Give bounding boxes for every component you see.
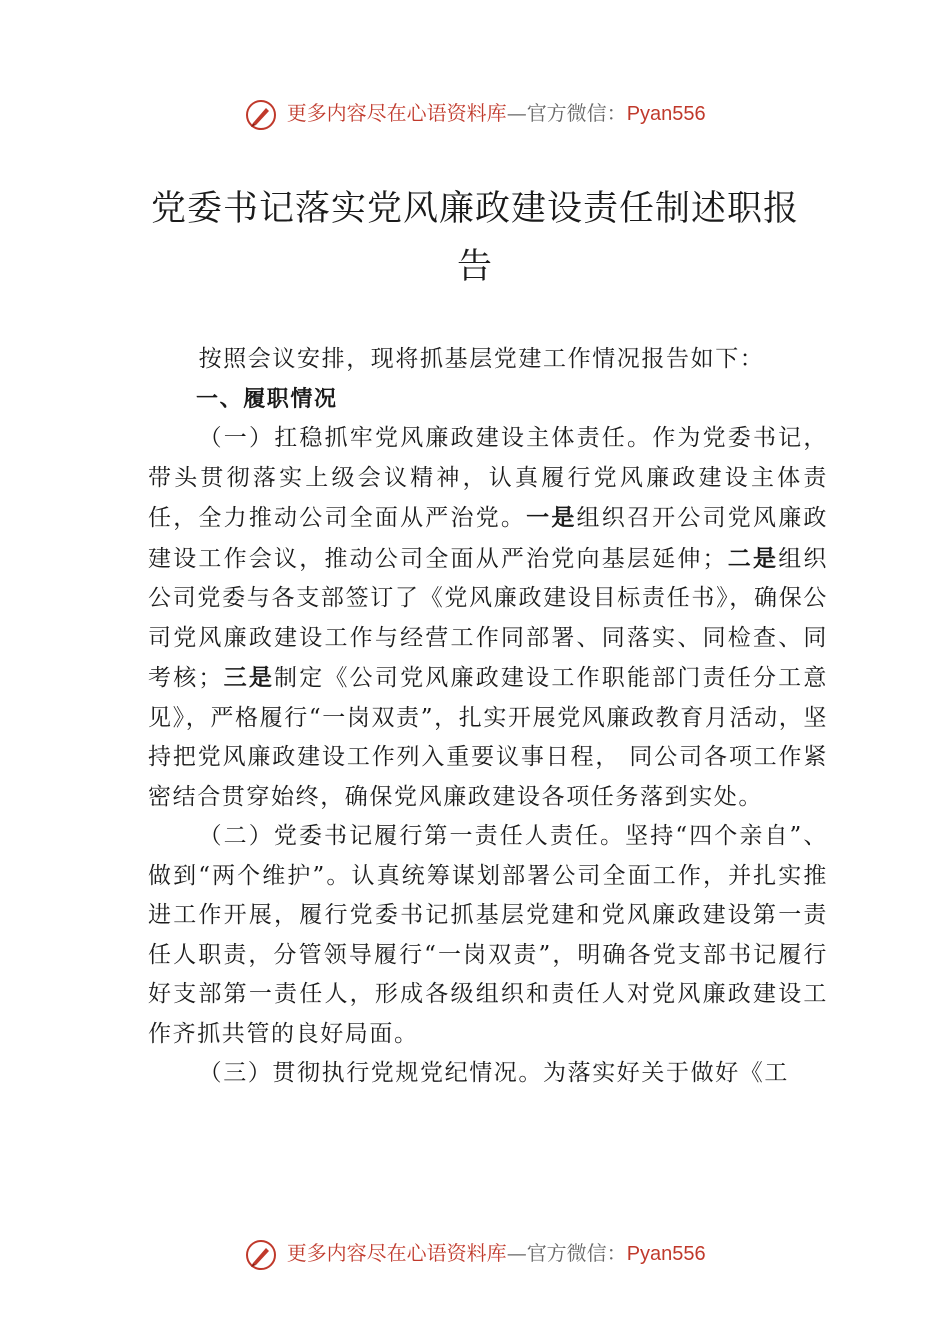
paragraph-1 xyxy=(148,419,828,817)
paragraph-1-text-1: 作为党委书记，带头贯彻落实上级会议精神，认真履行党风廉政建设主体责任，全力推动公司全面从严治党。 xyxy=(148,425,828,531)
paragraph-1-heading: （一）扛稳抓牢党风廉政建设主体责任。 xyxy=(198,425,653,451)
paragraph-1-mark-3: 三是 xyxy=(223,664,275,691)
paragraph-1-mark-1: 一是 xyxy=(526,504,577,531)
banner-label: 官方微信： xyxy=(526,1241,627,1265)
banner-wechat-id: Pyan556 xyxy=(626,1243,706,1265)
paragraph-1-mark-2: 二是 xyxy=(727,544,779,572)
paragraph-3-text: 为落实好关于做好《工 xyxy=(543,1060,789,1086)
section-heading: 一、履职情况 xyxy=(196,386,338,412)
paragraph-3-heading: （三）贯彻执行党规党纪情况。 xyxy=(198,1060,543,1086)
banner-wechat-id: Pyan556 xyxy=(626,103,706,125)
paragraph-2-text: 坚持“四个亲自”、做到“两个维护”。认真统筹谋划部署公司全面工作，并扎实推进工作开展，履行党委书记抓基层党建和党风廉政建设第一责任人职责，分管领导履行“一岗双责”，明确各党支部书记履行好支部第一责任人，形成各级组织和责任人对党风廉政建设工作齐抓共管的良好局面。 xyxy=(148,823,829,1047)
paragraph-2 xyxy=(148,817,828,1054)
paragraph-1-text-3: 组织公司党委与各支部签订了《党风廉政建设目标责任书》，确保公司党风廉政建设工作与经营工作同部署、同落实、同检查、同考核； xyxy=(148,545,828,691)
document-title: 党委书记落实党风廉政建设责任制述职报告 xyxy=(150,189,799,287)
paragraph-1-text-2: 组织召开公司党风廉政建设工作会议，推动公司全面从严治党向基层延伸； xyxy=(148,505,829,572)
banner-label: 官方微信： xyxy=(526,101,627,125)
paragraph-3 xyxy=(148,1054,828,1094)
banner-site-text: 更多内容尽在心语资料库 xyxy=(286,1241,507,1265)
pen-logo-icon xyxy=(244,98,278,132)
document-body xyxy=(148,340,828,1094)
pen-logo-icon xyxy=(244,1238,278,1272)
paragraph-1-text-4: 制定《公司党风廉政建设工作职能部门责任分工意见》，严格履行“一岗双责”，扎实开展党风廉政教育月活动，坚持把党风廉政建设工作列入重要议事日程， 同公司各项工作紧密结合贯穿始终，确保党风廉政建设各项任务落到实处。 xyxy=(148,665,828,810)
banner-dash: — xyxy=(506,101,527,125)
banner-dash: — xyxy=(506,1241,527,1265)
banner-site-text: 更多内容尽在心语资料库 xyxy=(286,101,507,125)
watermark-banner-bottom xyxy=(0,1237,950,1269)
paragraph-2-heading: （二）党委书记履行第一责任人责任。 xyxy=(198,823,626,849)
watermark-banner-top xyxy=(0,97,950,129)
intro-paragraph: 按照会议安排，现将抓基层党建工作情况报告如下： xyxy=(198,346,765,372)
